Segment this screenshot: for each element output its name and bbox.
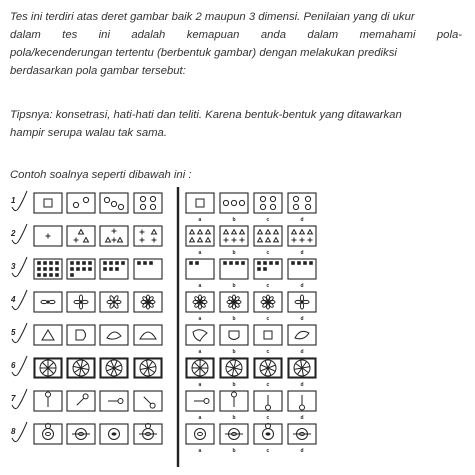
option-label-c: c xyxy=(266,316,270,322)
option-label-d: d xyxy=(300,316,304,322)
option-label-b: b xyxy=(232,316,236,322)
option-label-d: d xyxy=(300,283,304,289)
option-label-a: a xyxy=(198,448,202,454)
question-cell-4-3 xyxy=(100,292,128,312)
option-cell-8-1[interactable] xyxy=(186,424,214,444)
option-label-a: a xyxy=(198,415,202,421)
question-number-4: 4 xyxy=(11,295,16,304)
option-label-b: b xyxy=(232,217,236,223)
option-cell-3-1[interactable] xyxy=(186,259,214,279)
question-cell-6-3 xyxy=(100,358,128,378)
intro-line-3: pola/kecenderungan tertentu (berbentuk gambar) dengan melakukan prediksi xyxy=(10,47,397,59)
question-cell-3-1 xyxy=(34,259,62,279)
option-label-b: b xyxy=(232,250,236,256)
option-label-c: c xyxy=(266,250,270,256)
option-label-a: a xyxy=(198,217,202,223)
question-cell-5-3 xyxy=(100,325,128,345)
question-cell-2-3 xyxy=(100,226,128,246)
option-cell-6-1[interactable] xyxy=(186,358,214,378)
option-cell-5-3[interactable] xyxy=(254,325,282,345)
option-label-d: d xyxy=(300,448,304,454)
question-cell-8-2 xyxy=(67,424,95,444)
question-cell-7-3 xyxy=(100,391,128,411)
option-label-c: c xyxy=(266,382,270,388)
question-cell-8-1 xyxy=(34,424,62,445)
intro-line-2: dalam tes ini adalah kemapuan anda dalam memahami pola- xyxy=(10,29,462,41)
option-cell-2-1[interactable] xyxy=(186,226,214,246)
option-label-b: b xyxy=(232,415,236,421)
question-cell-4-4 xyxy=(134,292,162,312)
option-label-a: a xyxy=(198,283,202,289)
option-label-a: a xyxy=(198,349,202,355)
option-label-d: d xyxy=(300,349,304,355)
question-cell-7-2 xyxy=(67,391,95,411)
question-number-3: 3 xyxy=(11,262,16,271)
option-label-a: a xyxy=(198,316,202,322)
option-label-d: d xyxy=(300,382,304,388)
option-cell-1-1[interactable] xyxy=(186,193,214,213)
question-cell-1-4 xyxy=(134,193,162,213)
option-cell-1-3[interactable] xyxy=(254,193,282,213)
question-cell-6-4 xyxy=(134,358,162,378)
question-cell-5-2 xyxy=(67,325,95,345)
option-cell-8-4[interactable] xyxy=(288,424,316,444)
option-label-d: d xyxy=(300,250,304,256)
question-cell-5-4 xyxy=(134,325,162,345)
question-cell-4-1 xyxy=(34,292,62,312)
tips-line-2: hampir serupa walau tak sama. xyxy=(10,127,167,139)
question-cell-1-3 xyxy=(100,193,128,213)
option-cell-8-2[interactable] xyxy=(220,424,248,444)
question-number-5: 5 xyxy=(11,328,16,337)
option-cell-3-2[interactable] xyxy=(220,259,248,279)
option-cell-7-2[interactable] xyxy=(220,391,248,411)
option-cell-2-3[interactable] xyxy=(254,226,282,246)
intro-line-1: Tes ini terdiri atas deret gambar baik 2 maupun 3 dimensi. Penilaian yang di ukur xyxy=(10,11,415,23)
option-cell-6-2[interactable] xyxy=(220,358,248,378)
question-number-2: 2 xyxy=(11,229,16,238)
option-cell-7-1[interactable] xyxy=(186,391,214,411)
option-cell-6-4[interactable] xyxy=(288,358,316,378)
option-cell-5-2[interactable] xyxy=(220,325,248,345)
question-cell-2-4 xyxy=(134,226,162,246)
option-cell-4-3[interactable] xyxy=(254,292,282,312)
question-number-6: 6 xyxy=(11,361,16,370)
question-cell-2-2 xyxy=(67,226,95,246)
question-cell-3-4 xyxy=(134,259,162,279)
question-cell-6-2 xyxy=(67,358,95,378)
question-cell-2-1 xyxy=(34,226,62,246)
option-cell-2-2[interactable] xyxy=(220,226,248,246)
option-label-b: b xyxy=(232,448,236,454)
option-label-a: a xyxy=(198,382,202,388)
option-label-c: c xyxy=(266,217,270,223)
question-cell-4-2 xyxy=(67,292,95,312)
option-label-c: c xyxy=(266,349,270,355)
option-cell-6-3[interactable] xyxy=(254,358,282,378)
option-cell-4-2[interactable] xyxy=(220,292,248,312)
option-label-d: d xyxy=(300,415,304,421)
question-cell-1-2 xyxy=(67,193,95,213)
option-label-c: c xyxy=(266,448,270,454)
option-cell-5-4[interactable] xyxy=(288,325,316,345)
question-cell-6-1 xyxy=(34,358,62,378)
option-cell-4-1[interactable] xyxy=(186,292,214,312)
question-cell-3-2 xyxy=(67,259,95,279)
example-questions-figure xyxy=(0,185,475,475)
option-label-d: d xyxy=(300,217,304,223)
question-cell-8-3 xyxy=(100,424,128,444)
option-label-b: b xyxy=(232,283,236,289)
question-number-7: 7 xyxy=(11,394,16,403)
option-cell-3-3[interactable] xyxy=(254,259,282,279)
option-cell-5-1[interactable] xyxy=(186,325,214,345)
option-cell-8-3[interactable] xyxy=(254,424,282,445)
option-cell-3-4[interactable] xyxy=(288,259,316,279)
option-cell-1-4[interactable] xyxy=(288,193,316,213)
example-heading: Contoh soalnya seperti dibawah ini : xyxy=(10,169,192,181)
option-cell-7-3[interactable] xyxy=(254,391,282,411)
option-label-b: b xyxy=(232,349,236,355)
option-label-c: c xyxy=(266,283,270,289)
question-cell-3-3 xyxy=(100,259,128,279)
question-cell-7-1 xyxy=(34,391,62,411)
option-label-b: b xyxy=(232,382,236,388)
option-cell-4-4[interactable] xyxy=(288,292,316,312)
question-cell-1-1 xyxy=(34,193,62,213)
question-cell-8-4 xyxy=(134,424,162,445)
option-cell-2-4[interactable] xyxy=(288,226,316,246)
option-cell-1-2[interactable] xyxy=(220,193,248,213)
option-label-c: c xyxy=(266,415,270,421)
option-label-a: a xyxy=(198,250,202,256)
question-number-8: 8 xyxy=(11,427,16,436)
option-cell-7-4[interactable] xyxy=(288,391,316,411)
question-cell-7-4 xyxy=(134,391,162,411)
question-cell-5-1 xyxy=(34,325,62,345)
tips-line-1: Tipsnya: konsetrasi, hati-hati dan teliti. Karena bentuk-bentuk yang ditawarkan xyxy=(10,109,402,121)
intro-line-4: berdasarkan pola gambar tersebut: xyxy=(10,65,186,77)
question-number-1: 1 xyxy=(11,196,16,205)
